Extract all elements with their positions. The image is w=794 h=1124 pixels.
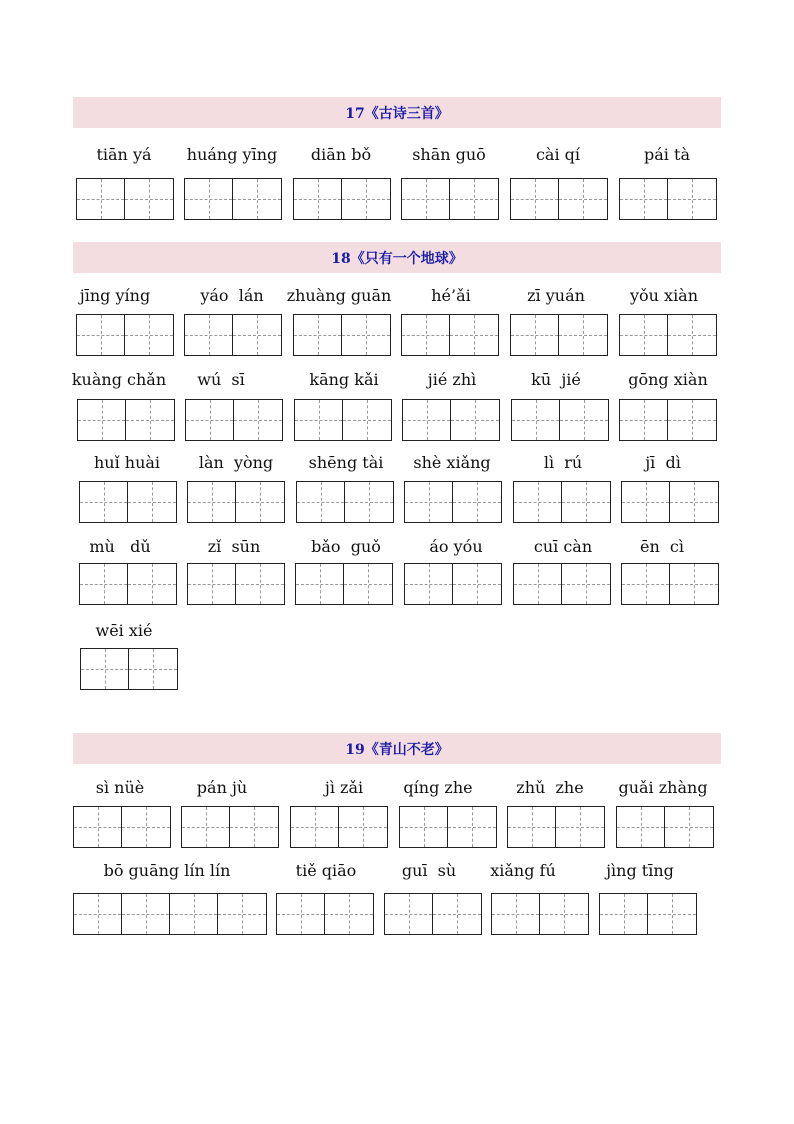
tianzige-cell[interactable] [512, 400, 560, 440]
character-writing-grid[interactable] [619, 399, 717, 441]
character-writing-grid[interactable] [76, 314, 174, 356]
character-writing-grid[interactable] [619, 314, 717, 356]
tianzige-cell[interactable] [294, 315, 342, 355]
pinyin-label: jīng yíng [79, 286, 151, 305]
tianzige-cell[interactable] [433, 894, 481, 934]
pinyin-label: hé’ǎi [431, 286, 471, 305]
section-title-17: 17《古诗三首》 [73, 97, 721, 128]
character-writing-grid[interactable] [513, 563, 611, 605]
pinyin-label: xiǎng fú [490, 861, 556, 880]
tianzige-cell[interactable] [511, 179, 559, 219]
tianzige-cell[interactable] [451, 400, 499, 440]
tianzige-cell[interactable] [170, 894, 218, 934]
character-writing-grid[interactable] [404, 481, 502, 523]
pinyin-label: áo yóu [429, 537, 483, 556]
tianzige-cell[interactable] [342, 179, 390, 219]
character-writing-grid[interactable] [290, 806, 388, 848]
character-writing-grid[interactable] [73, 893, 267, 935]
tianzige-cell[interactable] [403, 400, 451, 440]
character-writing-grid[interactable] [507, 806, 605, 848]
tianzige-cell[interactable] [560, 400, 608, 440]
tianzige-cell[interactable] [448, 807, 496, 847]
character-writing-grid[interactable] [401, 314, 499, 356]
character-writing-grid[interactable] [510, 178, 608, 220]
tianzige-cell[interactable] [80, 564, 128, 604]
pinyin-label: yáo lán [200, 286, 264, 305]
pinyin-label: jī dì [645, 453, 681, 472]
tianzige-cell[interactable] [514, 482, 562, 522]
tianzige-cell[interactable] [339, 807, 387, 847]
tianzige-cell[interactable] [77, 315, 125, 355]
pinyin-label: bǎo guǒ [311, 537, 381, 556]
tianzige-cell[interactable] [559, 315, 607, 355]
pinyin-label: zǐ sūn [207, 537, 261, 556]
character-writing-grid[interactable] [510, 314, 608, 356]
section-title-19: 19《青山不老》 [73, 733, 721, 764]
tianzige-cell[interactable] [559, 179, 607, 219]
character-writing-grid[interactable] [404, 563, 502, 605]
pinyin-label: shēng tài [308, 453, 384, 472]
tianzige-cell[interactable] [74, 894, 122, 934]
pinyin-label: ēn cì [639, 537, 685, 556]
tianzige-cell[interactable] [233, 315, 281, 355]
pinyin-label: pái tà [644, 145, 690, 164]
pinyin-label: guǎi zhàng [618, 778, 708, 797]
character-writing-grid[interactable] [621, 563, 719, 605]
character-writing-grid[interactable] [185, 399, 283, 441]
tianzige-cell[interactable] [600, 894, 648, 934]
pinyin-label: mù dǔ [89, 537, 151, 556]
character-writing-grid[interactable] [294, 399, 392, 441]
tianzige-cell[interactable] [492, 894, 540, 934]
character-writing-grid[interactable] [184, 314, 282, 356]
tianzige-cell[interactable] [78, 400, 126, 440]
character-writing-grid[interactable] [401, 178, 499, 220]
pinyin-label: jì zǎi [324, 778, 364, 797]
pinyin-label: jìng tīng [606, 861, 674, 880]
character-writing-grid[interactable] [599, 893, 697, 935]
tianzige-cell[interactable] [128, 482, 176, 522]
tianzige-cell[interactable] [295, 400, 343, 440]
pinyin-label: sì nüè [95, 778, 145, 797]
character-writing-grid[interactable] [491, 893, 589, 935]
tianzige-cell[interactable] [405, 482, 453, 522]
tianzige-cell[interactable] [343, 400, 391, 440]
character-writing-grid[interactable] [187, 481, 285, 523]
pinyin-label: wēi xié [95, 621, 153, 640]
tianzige-cell[interactable] [122, 894, 170, 934]
tianzige-cell[interactable] [514, 564, 562, 604]
character-writing-grid[interactable] [399, 806, 497, 848]
tianzige-cell[interactable] [236, 564, 284, 604]
character-writing-grid[interactable] [402, 399, 500, 441]
tianzige-cell[interactable] [508, 807, 556, 847]
tianzige-cell[interactable] [218, 894, 266, 934]
tianzige-cell[interactable] [80, 482, 128, 522]
character-writing-grid[interactable] [293, 178, 391, 220]
character-writing-grid[interactable] [276, 893, 374, 935]
tianzige-cell[interactable] [668, 179, 716, 219]
tianzige-cell[interactable] [670, 564, 718, 604]
pinyin-label: tiě qiāo [295, 861, 357, 880]
tianzige-cell[interactable] [182, 807, 230, 847]
character-writing-grid[interactable] [187, 563, 285, 605]
character-writing-grid[interactable] [616, 806, 714, 848]
tianzige-cell[interactable] [665, 807, 713, 847]
tianzige-cell[interactable] [402, 315, 450, 355]
tianzige-cell[interactable] [277, 894, 325, 934]
character-writing-grid[interactable] [77, 399, 175, 441]
pinyin-label: cài qí [535, 145, 581, 164]
tianzige-cell[interactable] [230, 807, 278, 847]
tianzige-cell[interactable] [342, 315, 390, 355]
character-writing-grid[interactable] [619, 178, 717, 220]
tianzige-cell[interactable] [345, 482, 393, 522]
tianzige-cell[interactable] [620, 315, 668, 355]
tianzige-cell[interactable] [296, 564, 344, 604]
pinyin-label: qíng zhe [403, 778, 473, 797]
pinyin-label: pán jù [196, 778, 248, 797]
tianzige-cell[interactable] [344, 564, 392, 604]
tianzige-cell[interactable] [186, 400, 234, 440]
pinyin-label: shè xiǎng [413, 453, 491, 472]
character-writing-grid[interactable] [181, 806, 279, 848]
tianzige-cell[interactable] [400, 807, 448, 847]
tianzige-cell[interactable] [402, 179, 450, 219]
tianzige-cell[interactable] [185, 315, 233, 355]
tianzige-cell[interactable] [622, 482, 670, 522]
tianzige-cell[interactable] [670, 482, 718, 522]
tianzige-cell[interactable] [648, 894, 696, 934]
pinyin-label: lì rú [543, 453, 583, 472]
character-writing-grid[interactable] [296, 481, 394, 523]
tianzige-cell[interactable] [234, 400, 282, 440]
tianzige-cell[interactable] [236, 482, 284, 522]
tianzige-cell[interactable] [620, 179, 668, 219]
character-writing-grid[interactable] [79, 563, 177, 605]
pinyin-label: cuī càn [533, 537, 593, 556]
character-writing-grid[interactable] [295, 563, 393, 605]
tianzige-cell[interactable] [125, 179, 173, 219]
tianzige-cell[interactable] [188, 564, 236, 604]
character-writing-grid[interactable] [184, 178, 282, 220]
pinyin-label: huáng yīng [186, 145, 278, 164]
pinyin-label: jié zhì [427, 370, 477, 389]
pinyin-label: kū jié [531, 370, 581, 389]
tianzige-cell[interactable] [453, 482, 501, 522]
section-title-18: 18《只有一个地球》 [73, 242, 721, 273]
tianzige-cell[interactable] [622, 564, 670, 604]
pinyin-label: wú sī [197, 370, 245, 389]
tianzige-cell[interactable] [562, 482, 610, 522]
tianzige-cell[interactable] [385, 894, 433, 934]
tianzige-cell[interactable] [129, 649, 177, 689]
tianzige-cell[interactable] [668, 315, 716, 355]
tianzige-cell[interactable] [294, 179, 342, 219]
tianzige-cell[interactable] [77, 179, 125, 219]
pinyin-label: guī sù [401, 861, 457, 880]
tianzige-cell[interactable] [450, 315, 498, 355]
pinyin-label: gōng xiàn [628, 370, 708, 389]
pinyin-label: zī yuán [527, 286, 585, 305]
character-writing-grid[interactable] [293, 314, 391, 356]
tianzige-cell[interactable] [540, 894, 588, 934]
pinyin-label: tiān yá [96, 145, 152, 164]
tianzige-cell[interactable] [291, 807, 339, 847]
tianzige-cell[interactable] [125, 315, 173, 355]
character-writing-grid[interactable] [79, 481, 177, 523]
pinyin-label: yǒu xiàn [629, 286, 699, 305]
tianzige-cell[interactable] [81, 649, 129, 689]
pinyin-label: diān bǒ [310, 145, 372, 164]
tianzige-cell[interactable] [405, 564, 453, 604]
pinyin-label: zhuàng guān [286, 286, 392, 305]
pinyin-label: shān guō [412, 145, 486, 164]
character-writing-grid[interactable] [621, 481, 719, 523]
tianzige-cell[interactable] [297, 482, 345, 522]
pinyin-label: kāng kǎi [309, 370, 379, 389]
character-writing-grid[interactable] [511, 399, 609, 441]
pinyin-label: kuàng chǎn [71, 370, 167, 389]
tianzige-cell[interactable] [668, 400, 716, 440]
tianzige-cell[interactable] [617, 807, 665, 847]
tianzige-cell[interactable] [185, 179, 233, 219]
tianzige-cell[interactable] [233, 179, 281, 219]
tianzige-cell[interactable] [74, 807, 122, 847]
tianzige-cell[interactable] [128, 564, 176, 604]
pinyin-label: zhǔ zhe [516, 778, 584, 797]
tianzige-cell[interactable] [450, 179, 498, 219]
character-writing-grid[interactable] [76, 178, 174, 220]
tianzige-cell[interactable] [562, 564, 610, 604]
tianzige-cell[interactable] [511, 315, 559, 355]
tianzige-cell[interactable] [556, 807, 604, 847]
character-writing-grid[interactable] [73, 806, 171, 848]
tianzige-cell[interactable] [620, 400, 668, 440]
tianzige-cell[interactable] [122, 807, 170, 847]
tianzige-cell[interactable] [126, 400, 174, 440]
pinyin-label: huǐ huài [93, 453, 161, 472]
pinyin-label: bō guāng lín lín [103, 861, 231, 880]
tianzige-cell[interactable] [325, 894, 373, 934]
character-writing-grid[interactable] [80, 648, 178, 690]
tianzige-cell[interactable] [453, 564, 501, 604]
pinyin-label: làn yòng [198, 453, 274, 472]
character-writing-grid[interactable] [513, 481, 611, 523]
character-writing-grid[interactable] [384, 893, 482, 935]
tianzige-cell[interactable] [188, 482, 236, 522]
